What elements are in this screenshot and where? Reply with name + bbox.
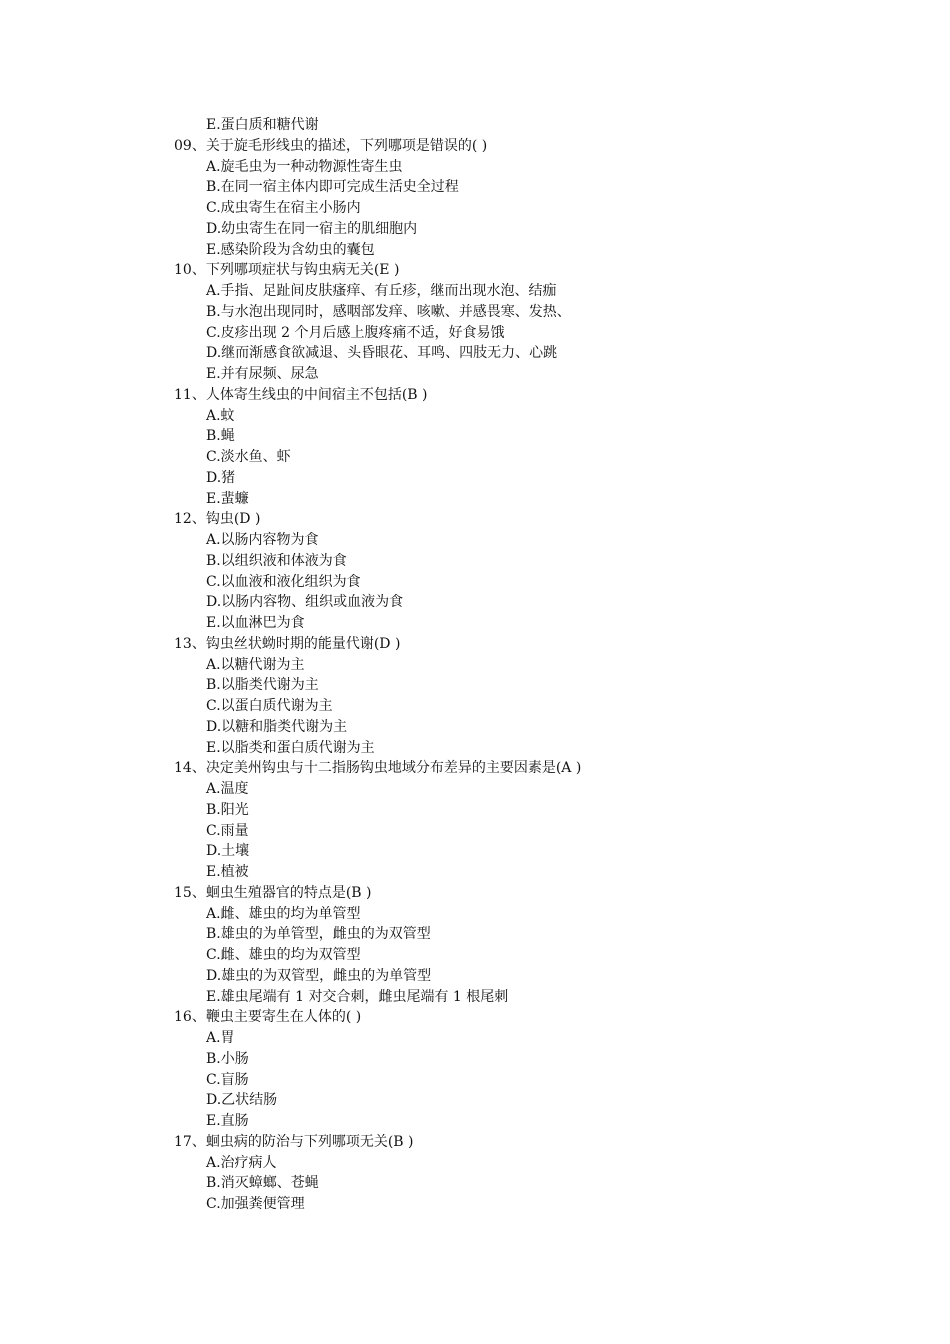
answer-option: E.以脂类和蛋白质代谢为主 [206, 739, 375, 756]
answer-option: C.皮疹出现 2 个月后感上腹疼痛不适，好食易饿 [206, 324, 505, 341]
answer-option: A.手指、足趾间皮肤瘙痒、有丘疹，继而出现水泡、结痂 [206, 283, 557, 299]
answer-option: A.以糖代谢为主 [206, 656, 305, 673]
answer-option: E.雄虫尾端有 1 对交合刺，雌虫尾端有 1 根尾刺 [206, 988, 509, 1005]
answer-option: B.在同一宿主体内即可完成生活史全过程 [206, 179, 459, 196]
answer-option: C.以血液和液化组织为食 [206, 573, 361, 590]
answer-option: B.与水泡出现同时，感咽部发痒、咳嗽、并感畏寒、发热、 [206, 303, 571, 320]
question-stem: 17、蛔虫病的防治与下列哪项无关(B ) [174, 1133, 414, 1150]
answer-option: D.以肠内容物、组织或血液为食 [206, 594, 404, 611]
answer-option: B.阳光 [206, 801, 249, 818]
answer-option: C.盲肠 [206, 1071, 249, 1088]
answer-option: E.蜚蠊 [206, 490, 249, 507]
answer-option: B.雄虫的为单管型，雌虫的为双管型 [206, 926, 431, 943]
answer-option: A.以肠内容物为食 [206, 532, 319, 548]
answer-option: D.幼虫寄生在同一宿主的肌细胞内 [206, 220, 418, 237]
answer-option: B.以脂类代谢为主 [206, 677, 319, 694]
answer-option: D.猪 [206, 469, 236, 486]
answer-option: A.治疗病人 [206, 1154, 277, 1171]
answer-option: E.直肠 [206, 1113, 249, 1129]
answer-option: D.乙状结肠 [206, 1092, 278, 1109]
answer-option: D.土壤 [206, 843, 250, 860]
question-stem: 16、鞭虫主要寄生在人体的( ) [174, 1009, 362, 1026]
answer-option: D.以糖和脂类代谢为主 [206, 718, 348, 735]
answer-option: C.淡水鱼、虾 [206, 449, 291, 465]
answer-option: D.雄虫的为双管型，雌虫的为单管型 [206, 967, 432, 984]
answer-option: C.雌、雄虫的均为双管型 [206, 947, 361, 963]
answer-option: A.雌、雄虫的均为单管型 [206, 905, 361, 922]
answer-option: B.以组织液和体液为食 [206, 552, 347, 569]
answer-option: B.小肠 [206, 1050, 249, 1067]
question-stem: 09、关于旋毛形线虫的描述，下列哪项是错误的( ) [174, 137, 488, 154]
answer-option: B.蝇 [206, 428, 235, 445]
answer-option: E.并有尿频、尿急 [206, 366, 319, 382]
answer-option: E.以血淋巴为食 [206, 615, 305, 631]
answer-option: B.消灭蟑螂、苍蝇 [206, 1175, 319, 1192]
answer-option: C.加强粪便管理 [206, 1196, 305, 1212]
question-stem: 10、下列哪项症状与钩虫病无关(E ) [174, 262, 400, 279]
question-stem: 13、钩虫丝状蚴时期的能量代谢(D ) [174, 635, 401, 652]
question-stem: 14、决定美州钩虫与十二指肠钩虫地域分布差异的主要因素是(A ) [174, 760, 582, 777]
answer-option: A.温度 [206, 781, 249, 797]
answer-option: A.蚊 [206, 407, 235, 424]
question-stem: 12、钩虫(D ) [174, 511, 261, 528]
question-stem: 11、人体寄生线虫的中间宿主不包括(B ) [174, 386, 428, 403]
answer-option: C.雨量 [206, 822, 249, 839]
document-page [0, 115, 950, 1215]
answer-option: C.成虫寄生在宿主小肠内 [206, 200, 361, 216]
answer-option: E.感染阶段为含幼虫的囊包 [206, 241, 375, 258]
answer-option: C.以蛋白质代谢为主 [206, 698, 333, 714]
answer-option: E.植被 [206, 864, 249, 880]
answer-option: A.旋毛虫为一种动物源性寄生虫 [206, 158, 403, 175]
question-list [0, 115, 950, 1215]
question-stem: 15、蛔虫生殖器官的特点是(B ) [174, 884, 372, 901]
answer-option: A.胃 [206, 1030, 235, 1046]
answer-option: D.继而渐感食欲减退、头昏眼花、耳鸣、四肢无力、心跳 [206, 345, 558, 362]
answer-option: E.蛋白质和糖代谢 [206, 117, 319, 133]
